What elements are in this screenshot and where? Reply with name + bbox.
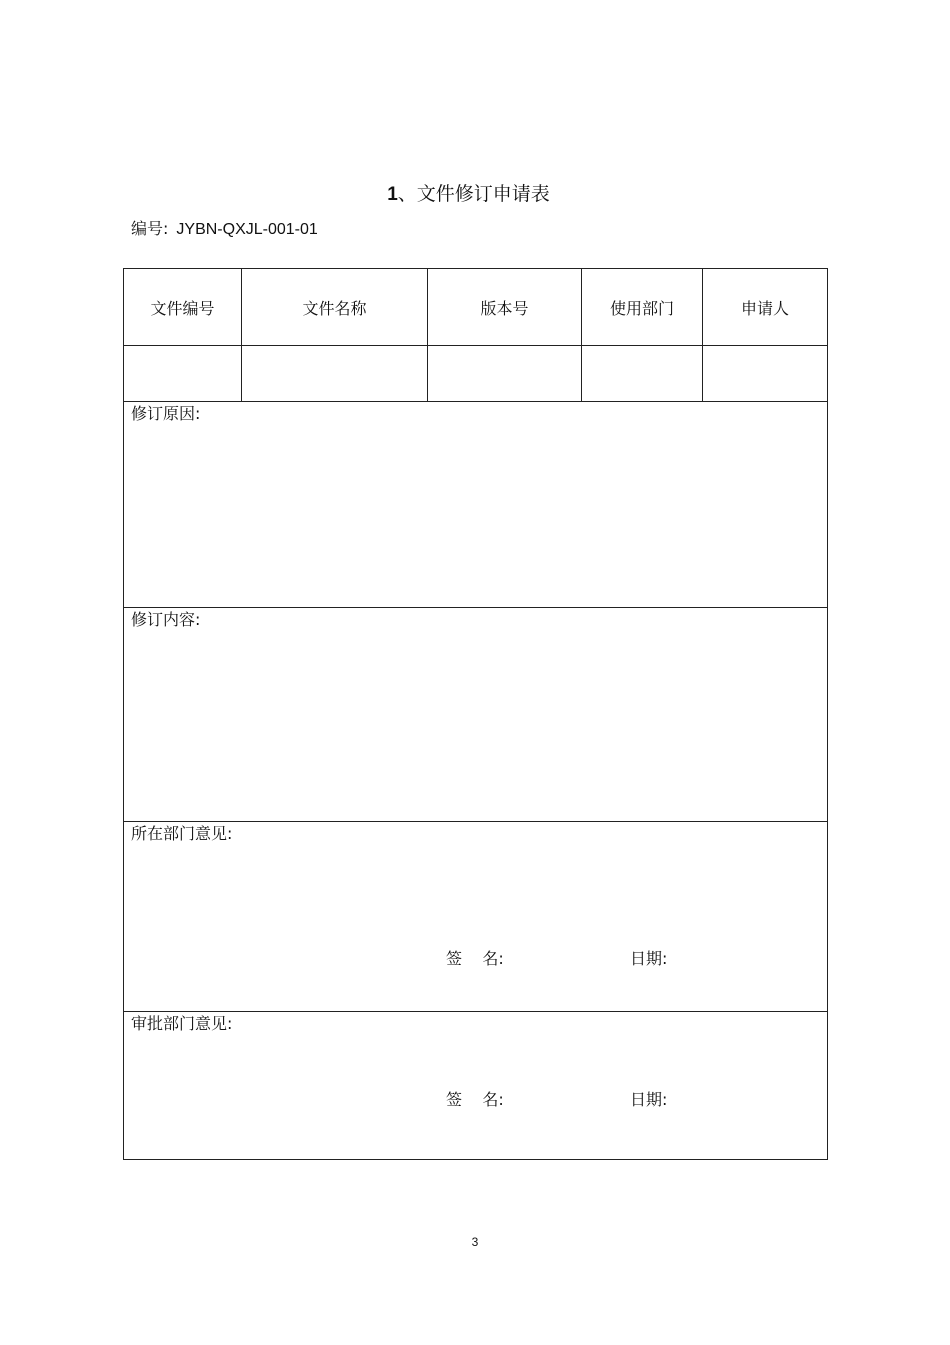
version-cell[interactable] (428, 346, 582, 401)
approval-opinion-label: 审批部门意见: (131, 1014, 233, 1033)
approval-date-label: 日期: (630, 1090, 668, 1109)
revision-request-form (123, 268, 828, 1160)
table-header-row (124, 269, 827, 346)
revision-content-section[interactable] (124, 608, 827, 822)
page-title (0, 182, 937, 207)
title-text: 、文件修订申请表 (397, 183, 550, 205)
header-file-name: 文件名称 (242, 269, 428, 345)
department-sign-label: 签 名: (446, 949, 504, 968)
header-applicant: 申请人 (740, 298, 789, 318)
revision-content-label: 修订内容: (131, 610, 201, 629)
document-code-label: 编号: (131, 219, 169, 238)
header-department: 使用部门 (582, 269, 703, 345)
approval-sign-label: 签 名: (446, 1090, 504, 1109)
applicant-cell[interactable] (703, 346, 827, 401)
department-opinion-label: 所在部门意见: (131, 824, 233, 843)
page-number: 3 (471, 1235, 479, 1249)
header-version: 版本号 (428, 269, 582, 345)
approval-opinion-section[interactable] (124, 1012, 827, 1159)
revision-reason-section[interactable] (124, 402, 827, 608)
department-cell[interactable] (582, 346, 703, 401)
revision-reason-label: 修订原因: (131, 404, 201, 423)
header-file-number: 文件编号 (124, 269, 242, 345)
department-opinion-section[interactable] (124, 822, 827, 1012)
file-number-cell[interactable] (124, 346, 242, 401)
document-code-value: JYBN-QXJL-001-01 (176, 221, 318, 238)
department-date-label: 日期: (630, 949, 668, 968)
document-code (131, 219, 318, 240)
table-input-row (124, 346, 827, 402)
file-name-cell[interactable] (242, 346, 428, 401)
title-number: 1 (387, 184, 398, 205)
